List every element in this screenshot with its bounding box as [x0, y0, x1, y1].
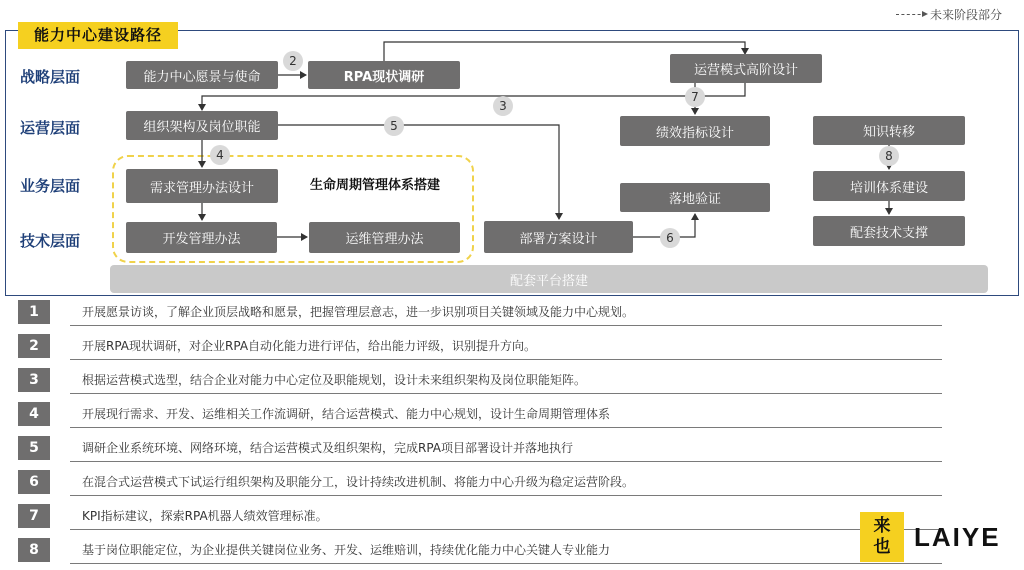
step-divider [70, 427, 942, 428]
lifecycle-group-label: 生命周期管理体系搭建 [310, 178, 441, 193]
step-text: 根据运营模式选型，结合企业对能力中心定位及职能规划，设计未来组织架构及岗位职能矩阵。 [82, 373, 587, 387]
step-text: 开展现行需求、开发、运维相关工作流调研，结合运营模式、能力中心规划，设计生命周期管理体系 [82, 407, 611, 421]
box-demand-management: 需求管理办法设计 [126, 169, 278, 203]
step-number: 8 [18, 538, 50, 562]
step-number: 6 [18, 470, 50, 494]
step-number: 3 [18, 368, 50, 392]
step-marker-4: 4 [210, 145, 230, 165]
layer-label-technology: 技术层面 [20, 232, 81, 250]
box-dev-management: 开发管理办法 [126, 222, 277, 253]
box-rpa-research: RPA现状调研 [308, 61, 460, 89]
diagram-title: 能力中心建设路径 [18, 22, 178, 49]
step-row [18, 300, 942, 326]
step-row [18, 402, 942, 428]
step-number: 7 [18, 504, 50, 528]
step-row [18, 368, 942, 394]
step-divider [70, 359, 942, 360]
box-landing-verification: 落地验证 [620, 183, 770, 212]
step-marker-6: 6 [660, 228, 680, 248]
step-text: 开展RPA现状调研，对企业RPA自动化能力进行评估，给出能力评级，识别提升方向。 [82, 339, 537, 353]
step-text: 开展愿景访谈，了解企业顶层战略和愿景，把握管理层意志，进一步识别项目关键领域及能力中心规划。 [82, 305, 635, 319]
logo-mark [860, 512, 904, 562]
box-ops-model-design: 运营模式高阶设计 [670, 54, 822, 83]
step-row [18, 504, 942, 530]
step-row [18, 334, 942, 360]
step-row [18, 538, 942, 564]
step-text: 基于岗位职能定位，为企业提供关键岗位业务、开发、运维赔训，持续优化能力中心关键人专业能力 [82, 543, 611, 557]
step-text: 在混合式运营模式下试运行组织架构及职能分工，设计持续改进机制、将能力中心升级为稳定运营阶段。 [82, 475, 635, 489]
step-row [18, 470, 942, 496]
layer-label-business: 业务层面 [20, 177, 81, 195]
step-number: 2 [18, 334, 50, 358]
step-number: 1 [18, 300, 50, 324]
box-ops-management: 运维管理办法 [309, 222, 460, 253]
logo-mark-bottom: 也 [873, 537, 891, 557]
layer-label-strategy: 战略层面 [20, 68, 81, 86]
layer-label-operation: 运营层面 [20, 119, 81, 137]
box-performance-design: 绩效指标设计 [620, 116, 770, 146]
step-divider [70, 393, 942, 394]
laiye-logo [860, 512, 1001, 562]
step-marker-3: 3 [493, 96, 513, 116]
step-divider [70, 325, 942, 326]
box-vision-mission: 能力中心愿景与使命 [126, 61, 278, 89]
box-deployment-design: 部署方案设计 [484, 221, 633, 253]
step-marker-7: 7 [685, 87, 705, 107]
box-training-system: 培训体系建设 [813, 171, 965, 201]
step-row [18, 436, 942, 462]
legend-label: 未来阶段部分 [929, 8, 1002, 22]
step-marker-8: 8 [879, 146, 899, 166]
step-divider [70, 495, 942, 496]
logo-text: LAIYE [914, 521, 1001, 552]
step-number: 5 [18, 436, 50, 460]
step-text: 调研企业系统环境、网络环境，结合运营模式及组织架构，完成RPA项目部署设计并落地执行 [82, 441, 574, 455]
step-marker-5: 5 [384, 116, 404, 136]
box-org-structure: 组织架构及岗位职能 [126, 111, 278, 140]
step-marker-2: 2 [283, 51, 303, 71]
box-knowledge-transfer: 知识转移 [813, 116, 965, 145]
step-number: 4 [18, 402, 50, 426]
step-divider [70, 563, 942, 564]
step-divider [70, 529, 942, 530]
logo-mark-top: 来 [873, 516, 891, 536]
box-tech-support: 配套技术支撑 [813, 216, 965, 246]
box-platform-build: 配套平台搭建 [110, 265, 988, 293]
step-divider [70, 461, 942, 462]
step-text: KPI指标建议，探索RPA机器人绩效管理标准。 [82, 509, 328, 523]
